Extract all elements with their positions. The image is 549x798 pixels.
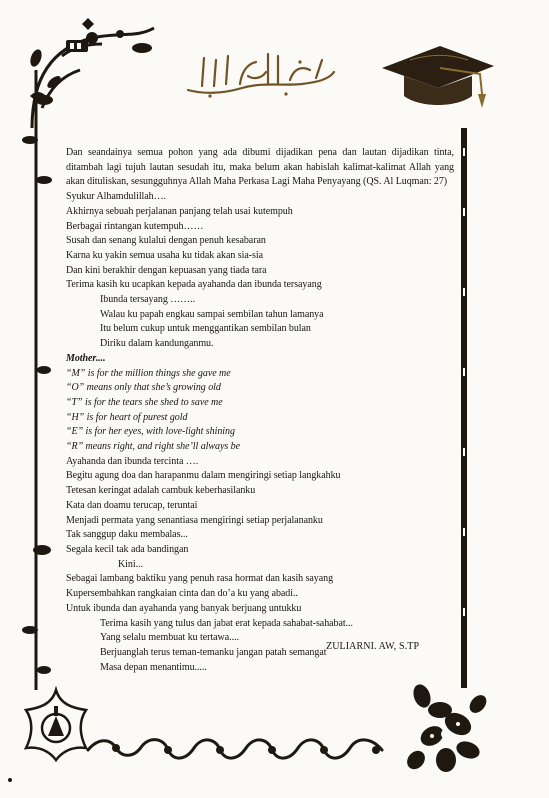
- line: Tetesan keringat adalah cambuk keberhasilanku: [66, 485, 256, 497]
- line: Untuk ibunda dan ayahanda yang banyak berjuang untukku: [66, 602, 302, 614]
- line: Masa depan menantimu.....: [100, 661, 207, 673]
- line: Berbagai rintangan kutempuh……: [66, 220, 204, 232]
- mother-line: “O” means only that she’s growing old: [66, 382, 221, 394]
- line: Tak sanggup daku membalas...: [66, 529, 188, 541]
- line: Karna ku yakin semua usaha ku tidak akan sia-sia: [66, 249, 263, 261]
- line: Kata dan doamu terucap, teruntai: [66, 499, 198, 511]
- bismillah-calligraphy: [182, 50, 340, 98]
- mother-title: Mother....: [66, 352, 106, 364]
- dedication-text: [66, 146, 454, 675]
- stray-mark: [8, 778, 12, 782]
- line: Diriku dalam kandunganmu.: [100, 338, 214, 350]
- line: Segala kecil tak ada bandingan: [66, 543, 189, 555]
- line: Sebagai lambang baktiku yang penuh rasa hormat dan kasih sayang: [66, 573, 334, 585]
- mother-line: “M” is for the million things she gave me: [66, 367, 231, 379]
- line: Ayahanda dan ibunda tercinta ….: [66, 455, 199, 467]
- ornamental-border: [86, 734, 386, 764]
- line: Dan kini berakhir dengan kepuasan yang tiada tara: [66, 264, 267, 276]
- signature: ZULIARNI. AW, S.TP: [326, 641, 420, 652]
- line: Ibunda tersayang ……..: [100, 294, 196, 306]
- mother-line: “E” is for her eyes, with love-light shining: [66, 426, 235, 438]
- line: Itu belum cukup untuk menggantikan sembilan bulan: [100, 323, 311, 335]
- line: Walau ku papah engkau sampai sembilan tahun lamanya: [100, 308, 324, 320]
- line: Begitu agung doa dan harapanmu dalam mengiringi setiap langkahku: [66, 470, 341, 482]
- line: Berjuanglah terus teman-temanku jangan patah semangat: [100, 646, 327, 658]
- opening-verse: Dan seandainya semua pohon yang ada dibumi dijadikan pena dan lautan dijadikan tinta, ditambah lagi tujuh lautan sesudah itu, maka belum akan habislah kalimat-kalimat Allah yang akan dituliskan, sesungguhnya Allah Maha Perkasa Lagi Maha Penyayang (QS. Al Luqman: 27): [66, 147, 454, 188]
- mother-line: “T” is for the tears she shed to save me: [66, 396, 223, 408]
- line: Terima kasih yang tulus dan jabat erat kepada sahabat-sahabat...: [100, 617, 353, 629]
- right-border-bar: [458, 128, 470, 688]
- line: Akhirnya sebuah perjalanan panjang telah usai kutempuh: [66, 205, 293, 217]
- line: Menjadi permata yang senantiasa mengiringi setiap perjalananku: [66, 514, 323, 526]
- graduation-cap-icon: [380, 44, 496, 116]
- university-emblem-icon: [20, 686, 92, 762]
- flower-icon: [402, 680, 490, 776]
- mother-line: “R” means right, and right she’ll always be: [66, 441, 240, 453]
- floral-vine-icon: [22, 70, 56, 690]
- line: Terima kasih ku ucapkan kepada ayahanda dan ibunda tersayang: [66, 279, 322, 291]
- line: Kupersembahkan rangkaian cinta dan do’a ku yang abadi..: [66, 588, 298, 600]
- line: Yang selalu membuat ku tertawa....: [100, 632, 239, 644]
- mother-line: “H” is for heart of purest gold: [66, 411, 188, 423]
- line: Kini...: [118, 558, 143, 570]
- line: Susah dan senang kulalui dengan penuh kesabaran: [66, 235, 266, 247]
- line: Syukur Alhamdulillah….: [66, 191, 167, 203]
